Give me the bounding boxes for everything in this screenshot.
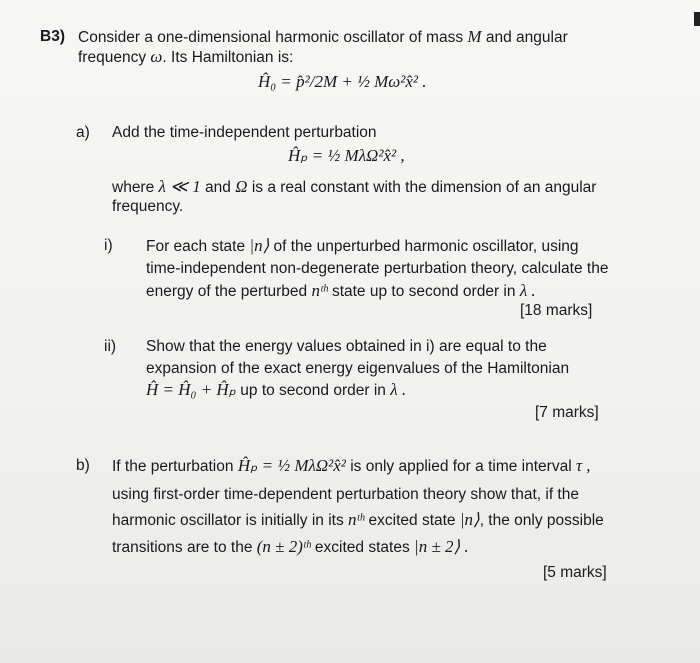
part-ii-line-2: expansion of the exact energy eigenvalues of the Hamiltonian <box>146 360 570 377</box>
part-i-line-1: For each state |n⟩ of the unperturbed harmonic oscillator, using <box>146 236 579 255</box>
part-a-label: a) <box>76 124 90 141</box>
part-b-marks: [5 marks] <box>543 564 607 581</box>
part-b-line-3: harmonic oscillator is initially in its nᵗʰ excited state |n⟩, the only possible <box>112 510 604 529</box>
part-i-label: i) <box>104 237 113 254</box>
intro-line-2: frequency ω. Its Hamiltonian is: <box>78 47 294 66</box>
part-ii-marks: [7 marks] <box>535 404 599 421</box>
part-i-marks: [18 marks] <box>520 302 593 319</box>
where-line-1: where λ ≪ 1 and Ω is a real constant with the dimension of an angular <box>112 177 597 196</box>
part-ii-line-3: Ĥ = Ĥ₀ + Ĥₚ up to second order in λ . <box>146 380 407 399</box>
part-b-line-2: using first-order time-dependent perturbation theory show that, if the <box>112 486 579 503</box>
question-label: B3) <box>40 28 65 45</box>
part-ii-label: ii) <box>104 338 117 355</box>
hamiltonian-equation: Ĥ₀ = p̂²/2M + ½ Mω²x̂² . <box>258 72 427 91</box>
part-i-line-2: time-independent non-degenerate perturbation theory, calculate the <box>146 260 609 277</box>
part-i-line-3: energy of the perturbed nᵗʰ state up to second order in λ . <box>146 281 536 300</box>
part-a-text: Add the time-independent perturbation <box>112 124 377 141</box>
intro-line-1: Consider a one-dimensional harmonic oscillator of mass M and angular <box>78 27 568 46</box>
part-b-line-1: If the perturbation Ĥₚ = ½ MλΩ²x̂² is only applied for a time interval τ , <box>112 456 591 475</box>
part-ii-line-1: Show that the energy values obtained in i) are equal to the <box>146 338 547 355</box>
part-b-line-4: transitions are to the (n ± 2)ᵗʰ excited states |n ± 2⟩ . <box>112 537 469 556</box>
where-line-2: frequency. <box>112 198 184 215</box>
part-b-label: b) <box>76 457 90 474</box>
perturbation-equation: Ĥₚ = ½ MλΩ²x̂² , <box>288 146 405 165</box>
page-corner-mark <box>694 12 700 26</box>
